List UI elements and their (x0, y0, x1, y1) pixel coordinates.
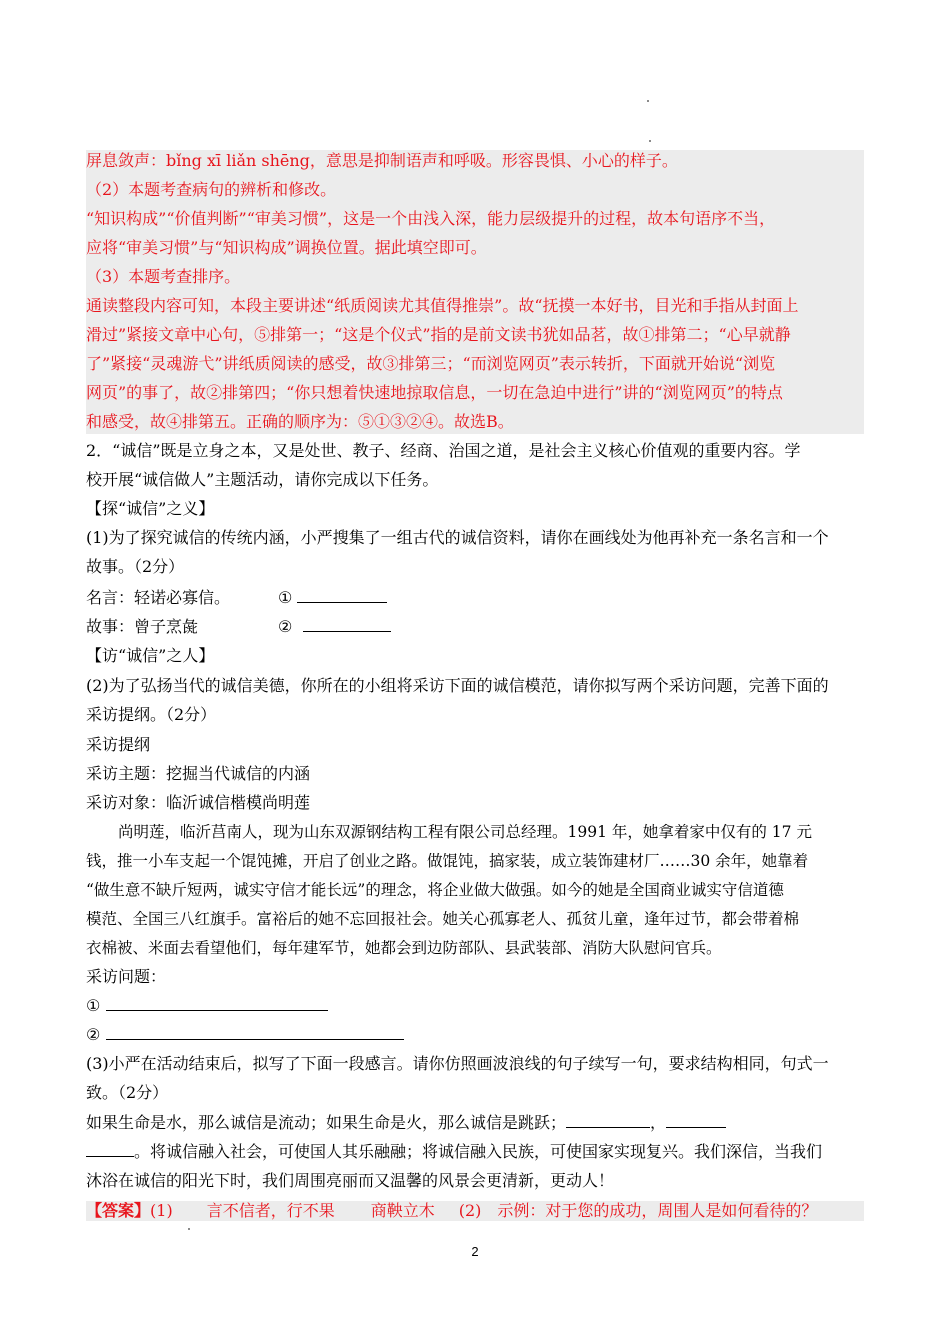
biography-line-2: 钱，推一小车支起一个馄饨摊，开启了创业之路。做馄饨，搞家装，成立装饰建材厂……30 余年，她靠着 (86, 852, 809, 870)
scan-dot (647, 100, 649, 102)
motto-blank-number: ① (278, 588, 293, 607)
motto-label: 名言：轻诺必寡信。 (86, 588, 231, 607)
answer-example-question: 示例：对于您的成功，周围人是如何看待的？ (497, 1201, 818, 1220)
story-answer-blank[interactable] (303, 617, 391, 637)
scan-dot (649, 140, 651, 142)
motto-answer-blank[interactable] (297, 588, 387, 608)
answer-line-6: 通读整段内容可知，本段主要讲述“纸质阅读尤其值得推崇”。故“抚摸一本好书，目光和手指从封面上 (86, 296, 799, 315)
story-blank-number: ② (278, 617, 293, 636)
imitation-text-line-2 (86, 1142, 822, 1162)
reflection-text: 。将诚信融入社会，可使国人其乐融融；将诚信融入民族，可使国家实现复兴。我们深信，当我们 (134, 1142, 823, 1161)
interview-question-2-number: ② (86, 1025, 101, 1044)
story-label: 故事：曾子烹彘 (86, 617, 199, 636)
answer-line-7: 滑过”紧接文章中心句，⑤排第一；“这是个仪式”指的是前文读书犹如品茗，故①排第二；“心早就静 (86, 325, 791, 344)
answer-line-8: 了”紧接“灵魂游弋”讲纸质阅读的感受，故③排第三；“而浏览网页”表示转折，下面就开始说“浏览 (86, 354, 776, 373)
interview-questions-label: 采访问题： (86, 967, 167, 986)
imitation-comma: ， (650, 1113, 667, 1132)
biography-line-5: 衣棉被、米面去看望他们，每年建军节，她都会到边防部队、县武装部、消防大队慰问官兵。 (86, 939, 722, 957)
answer-line-1: 屏息敛声：bǐng xī liǎn shēng，意思是抑制语声和呼吸。形容畏惧、小心的样子。 (86, 151, 678, 170)
answer-tag: 【答案】 (86, 1201, 151, 1220)
answer-line-10: 和感受，故④排第五。正确的顺序为：⑤①③②④。故选B。 (86, 412, 514, 431)
answer-part-2-label: (2) (458, 1201, 482, 1220)
interview-theme: 采访主题：挖掘当代诚信的内涵 (86, 764, 311, 783)
imitation-blank-3[interactable] (86, 1142, 134, 1157)
scan-dot (188, 1228, 190, 1230)
imitation-blank-2[interactable] (666, 1113, 726, 1128)
interview-question-1-number: ① (86, 996, 101, 1015)
interview-target: 采访对象：临沂诚信楷模尚明莲 (86, 793, 311, 812)
subquestion-2-line-1: (2)为了弘扬当代的诚信美德，你所在的小组将采访下面的诚信模范，请你拟写两个采访问题，完善下面的 (86, 676, 829, 695)
imitation-text-line-3: 沐浴在诚信的阳光下时，我们周围亮丽而又温馨的风景会更清新，更动人！ (86, 1171, 615, 1190)
biography-line-3: “做生意不缺斤短两，诚实守信才能长远”的理念，将企业做大做强。如今的她是全国商业诚实守信道德 (86, 881, 784, 899)
interview-outline-title: 采访提纲 (86, 735, 151, 754)
answer-line-9: 网页”的事了，故②排第四；“你只想着快速地掠取信息，一切在急迫中进行”讲的“浏览网页”的特点 (86, 383, 783, 402)
imitation-sentence: 如果生命是水，那么诚信是流动；如果生命是火，那么诚信是跳跃； (86, 1113, 567, 1132)
interview-question-1-blank[interactable] (106, 996, 328, 1016)
subquestion-1-line-2: 故事。（2分） (86, 557, 185, 576)
subquestion-2-line-2: 采访提纲。（2分） (86, 705, 217, 724)
question2-intro-2: 校开展“诚信做人”主题活动，请你完成以下任务。 (86, 470, 439, 489)
subquestion-3-line-1: (3)小严在活动结束后，拟写了下面一段感言。请你仿照画波浪线的句子续写一句，要求结构相同，句式一 (86, 1054, 829, 1073)
answer-line-5: （3）本题考查排序。 (86, 267, 241, 286)
answer-line-2: （2）本题考查病句的辨析和修改。 (86, 180, 337, 199)
biography-line-4: 模范、全国三八红旗手。富裕后的她不忘回报社会。她关心孤寡老人、孤贫儿童，逢年过节，都会带着棉 (86, 910, 800, 928)
subquestion-3-line-2: 致。（2分） (86, 1083, 169, 1102)
page-number: 2 (471, 1244, 479, 1259)
section-heading-interview: 【访“诚信”之人】 (86, 646, 215, 665)
answer-line-3: “知识构成”“价值判断”“审美习惯”，这是一个由浅入深，能力层级提升的过程，故本句语序不当， (86, 209, 776, 228)
biography-line-1: 尚明莲，临沂莒南人，现为山东双源钢结构工程有限公司总经理。1991 年，她拿着家中仅有的 17 元 (118, 823, 812, 841)
answer-motto: 言不信者，行不果 (206, 1201, 335, 1220)
subquestion-1-line-1: (1)为了探究诚信的传统内涵，小严搜集了一组古代的诚信资料，请你在画线处为他再补充一条名言和一个 (86, 528, 829, 547)
imitation-text-line-1 (86, 1113, 726, 1133)
answer-part-1-label: (1) (150, 1201, 173, 1220)
question2-intro-1: 2．“诚信”既是立身之本，又是处世、教子、经商、治国之道，是社会主义核心价值观的重要内容。学 (86, 441, 801, 460)
section-heading-explore: 【探“诚信”之义】 (86, 499, 215, 518)
answer-story: 商鞅立木 (370, 1201, 435, 1220)
imitation-blank-1[interactable] (566, 1113, 650, 1128)
interview-question-2-blank[interactable] (106, 1025, 404, 1045)
answer-line-4: 应将“审美习惯”与“知识构成”调换位置。据此填空即可。 (86, 238, 487, 257)
answer-summary-line (86, 1201, 864, 1221)
